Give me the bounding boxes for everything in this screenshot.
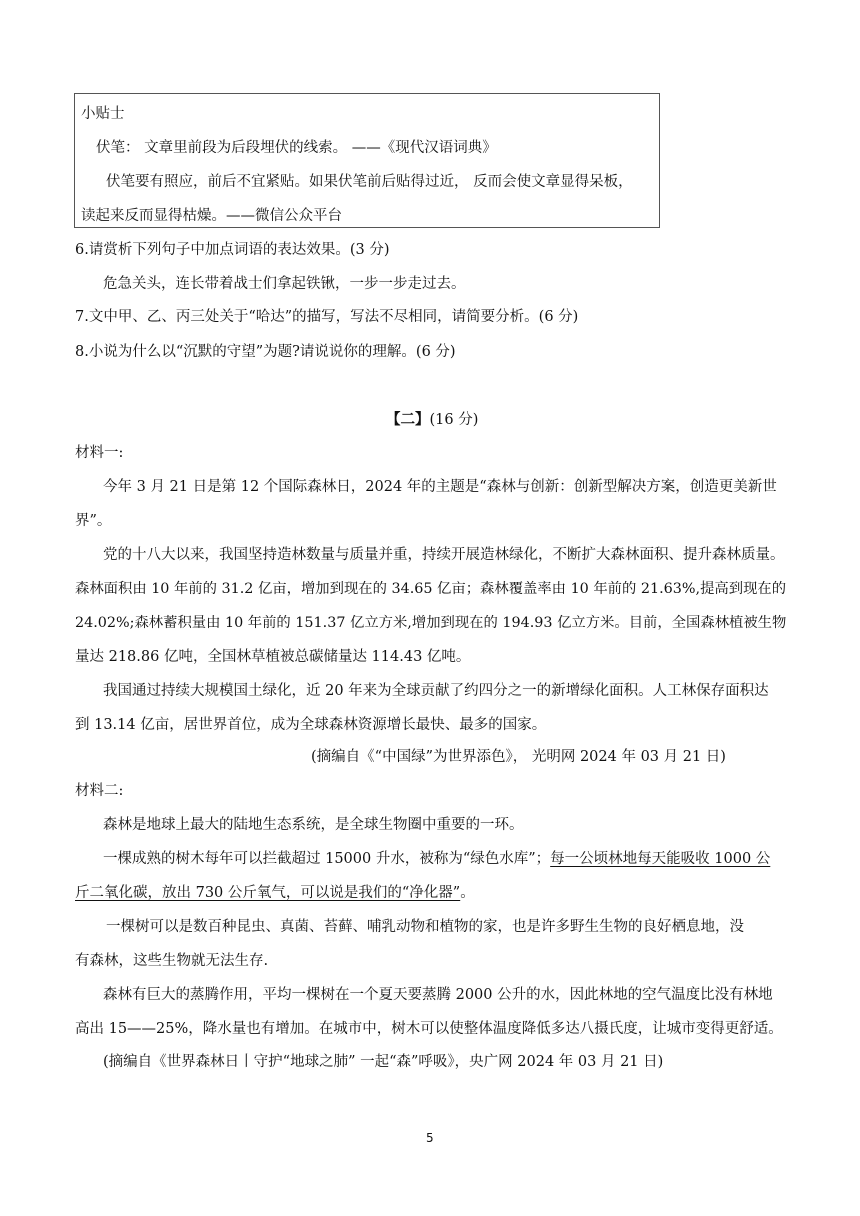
material-2-source: (摘编自《世界森林日丨守护“地球之肺” 一起“森”呼吸》，央广网 2024 年 03 月 21 日) <box>103 1054 664 1070</box>
m2-p2-line-2-end: 。 <box>460 885 475 901</box>
m2-p2-line-2-underlined: 斤二氧化碳，放出 730 公斤氧气，可以说是我们的“净化器” <box>75 885 461 901</box>
m2-p1: 森林是地球上最大的陆地生态系统，是全球生物圈中重要的一环。 <box>103 817 524 833</box>
tip-line-3: 读起来反而显得枯燥。——微信公众平台 <box>81 208 342 224</box>
question-6-sentence: 危急关头，连长带着战士们拿起铁锹，一步一步走过去。 <box>103 276 466 292</box>
m2-p3-line-1: 一棵树可以是数百种昆虫、真菌、苔藓、哺乳动物和植物的家，也是许多野生生物的良好栖息地，没 <box>106 919 744 935</box>
question-6: 6.请赏析下列句子中加点词语的表达效果。(3 分) <box>75 242 390 258</box>
m2-p2-line-1-plain: 一棵成熟的树木每年可以拦截超过 15000 升水，被称为“绿色水库”； <box>103 851 551 867</box>
material-1-source: (摘编自《“中国绿”为世界添色》， 光明网 2024 年 03 月 21 日) <box>311 749 726 765</box>
m2-p2-line-2 <box>75 881 475 902</box>
question-7: 7.文中甲、乙、丙三处关于“哈达”的描写，写法不尽相同，请简要分析。(6 分) <box>75 309 579 325</box>
m1-p1-line-1: 今年 3 月 21 日是第 12 个国际森林日，2024 年的主题是“森林与创新：创新型解决方案，创造更美新世 <box>103 479 777 495</box>
material-2-label: 材料二: <box>75 783 124 799</box>
m2-p3-line-2: 有森林，这些生物就无法生存. <box>75 953 269 969</box>
m2-p2-line-1 <box>103 847 770 868</box>
section-2-score: (16 分) <box>429 412 479 428</box>
m1-p3-line-2: 到 13.14 亿亩，居世界首位，成为全球森林资源增长最快、最多的国家。 <box>75 717 547 733</box>
m1-p2-line-2: 森林面积由 10 年前的 31.2 亿亩，增加到现在的 34.65 亿亩；森林覆盖率由 10 年前的 21.63%,提高到现在的 <box>75 581 787 597</box>
page-number: 5 <box>426 1131 434 1145</box>
section-2-heading <box>386 408 478 429</box>
tip-line-2: 伏笔要有照应，前后不宜紧贴。如果伏笔前后贴得过近， 反而会使文章显得呆板， <box>106 174 633 190</box>
m1-p2-line-3: 24.02%;森林蓄积量由 10 年前的 151.37 亿立方米,增加到现在的 194.93 亿立方米。目前，全国森林植被生物 <box>75 615 787 631</box>
tip-line-1: 伏笔： 文章里前段为后段埋伏的线索。 ——《现代汉语词典》 <box>96 140 497 156</box>
m2-p4-line-2: 高出 15——25%，降水量也有增加。在城市中，树木可以使整体温度降低多达八摄氏度，让城市变得更舒适。 <box>75 1021 783 1037</box>
section-2-bracket: 【二】 <box>386 411 430 428</box>
m2-p2-line-1-underlined: 每一公顷林地每天能吸收 1000 公 <box>550 851 771 867</box>
material-1-label: 材料一: <box>75 445 124 461</box>
m1-p2-line-4: 量达 218.86 亿吨，全国林草植被总碳储量达 114.43 亿吨。 <box>75 649 471 665</box>
m2-p4-line-1: 森林有巨大的蒸腾作用，平均一棵树在一个夏天要蒸腾 2000 公升的水，因此林地的空气温度比没有林地 <box>103 987 773 1003</box>
m1-p2-line-1: 党的十八大以来，我国坚持造林数量与质量并重，持续开展造林绿化，不断扩大森林面积、提升森林质量。 <box>103 547 785 563</box>
m1-p3-line-1: 我国通过持续大规模国土绿化，近 20 年来为全球贡献了约四分之一的新增绿化面积。人工林保存面积达 <box>103 683 769 699</box>
tip-title: 小贴士 <box>81 106 125 122</box>
m1-p1-line-2: 界”。 <box>75 513 112 529</box>
question-8: 8.小说为什么以“沉默的守望”为题?请说说你的理解。(6 分) <box>75 344 456 360</box>
